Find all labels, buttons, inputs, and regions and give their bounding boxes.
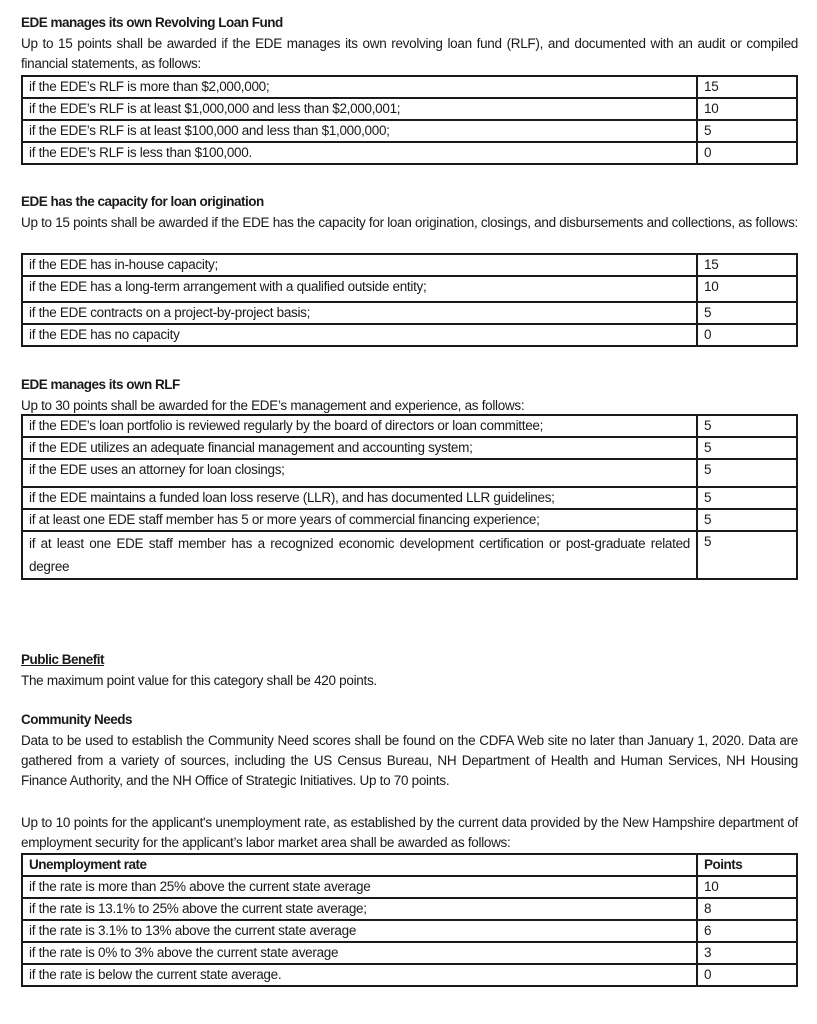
unemployment-intro: Up to 10 points for the applicant's unemployment rate, as established by the current data provided by the New Hampshire department of employment security for the applicant’s labor market area shall be awarded as follows:: [21, 815, 798, 850]
criterion-cell: if the rate is below the current state average.: [22, 964, 697, 986]
points-cell: 5: [697, 509, 797, 531]
points-cell: 8: [697, 898, 797, 920]
table-row: [22, 942, 797, 964]
public-benefit-text: The maximum point value for this category shall be 420 points.: [21, 673, 377, 688]
criterion-cell: if the rate is 3.1% to 13% above the current state average: [22, 920, 697, 942]
points-cell: 10: [697, 276, 797, 302]
table-row: [22, 459, 797, 487]
points-cell: 5: [697, 302, 797, 324]
table-row: [22, 898, 797, 920]
criterion-cell: if the EDE maintains a funded loan loss reserve (LLR), and has documented LLR guidelines;: [22, 487, 697, 509]
points-cell: 10: [697, 876, 797, 898]
points-cell: 10: [697, 98, 797, 120]
section-intro-loan-origination: Up to 15 points shall be awarded if the EDE has the capacity for loan origination, closings, and disbursements and collections, as follows:: [21, 215, 799, 230]
points-cell: 0: [697, 964, 797, 986]
criterion-cell: if the EDE has a long-term arrangement with a qualified outside entity;: [22, 276, 697, 302]
table-row: [22, 876, 797, 898]
criterion-cell: if the EDE uses an attorney for loan closings;: [22, 459, 697, 487]
points-cell: 5: [697, 120, 797, 142]
criterion-cell: if the rate is 0% to 3% above the current state average: [22, 942, 697, 964]
section-title-management: EDE manages its own RLF: [21, 377, 180, 392]
points-cell: 0: [697, 324, 797, 346]
criterion-cell: if the EDE has in-house capacity;: [22, 254, 697, 276]
table-row: [22, 437, 797, 459]
table-row: [22, 964, 797, 986]
table-row: [22, 509, 797, 531]
criterion-cell: if the EDE’s RLF is at least $1,000,000 and less than $2,000,001;: [22, 98, 697, 120]
rlf-size-table: [21, 75, 798, 165]
points-cell: 15: [697, 254, 797, 276]
table-row: [22, 531, 797, 579]
points-cell: 5: [697, 531, 797, 579]
criterion-cell: if at least one EDE staff member has 5 or more years of commercial financing experience;: [22, 509, 697, 531]
section-title-loan-origination: EDE has the capacity for loan origination: [21, 194, 264, 209]
table-row: [22, 120, 797, 142]
table-row: [22, 98, 797, 120]
points-cell: 0: [697, 142, 797, 164]
section-title-rlf: EDE manages its own Revolving Loan Fund: [21, 15, 283, 30]
community-needs-title: Community Needs: [21, 712, 133, 727]
section-intro-management: Up to 30 points shall be awarded for the EDE’s management and experience, as follows:: [21, 398, 525, 413]
criterion-cell: if the EDE has no capacity: [22, 324, 697, 346]
unemployment-table: [21, 853, 798, 987]
header-cell-unemployment-rate: Unemployment rate: [22, 854, 697, 876]
table-row: [22, 487, 797, 509]
table-row: [22, 76, 797, 98]
criterion-cell: if the EDE’s RLF is more than $2,000,000;: [22, 76, 697, 98]
table-row: [22, 324, 797, 346]
table-row: [22, 142, 797, 164]
criterion-cell: if the EDE’s RLF is less than $100,000.: [22, 142, 697, 164]
points-cell: 5: [697, 459, 797, 487]
community-needs-text: Data to be used to establish the Community Need scores shall be found on the CDFA Web site no later than January 1, 2020. Data are gathered from a variety of sources, including the US Census Bureau, NH Department of Health and Human Services, NH Housing Finance Authority, and the NH Office of Strategic Initiatives. Up to 70 points.: [21, 733, 798, 788]
loan-origination-table: [21, 253, 798, 347]
table-row: [22, 920, 797, 942]
criterion-cell: if the EDE utilizes an adequate financial management and accounting system;: [22, 437, 697, 459]
points-cell: 3: [697, 942, 797, 964]
criterion-cell: if the rate is 13.1% to 25% above the current state average;: [22, 898, 697, 920]
points-cell: 6: [697, 920, 797, 942]
section-intro-rlf: Up to 15 points shall be awarded if the EDE manages its own revolving loan fund (RLF), and documented with an audit or compiled financial statements, as follows:: [21, 36, 798, 71]
table-header-row: [22, 854, 797, 876]
criterion-cell: if the rate is more than 25% above the current state average: [22, 876, 697, 898]
table-row: [22, 254, 797, 276]
table-row: [22, 276, 797, 302]
table-row: [22, 415, 797, 437]
management-table: [21, 414, 798, 580]
criterion-cell: if the EDE’s loan portfolio is reviewed regularly by the board of directors or loan committee;: [22, 415, 697, 437]
public-benefit-title: Public Benefit: [21, 652, 105, 667]
table-row: [22, 302, 797, 324]
criterion-cell: if at least one EDE staff member has a recognized economic development certification or post-graduate related degree: [22, 531, 697, 579]
points-cell: 15: [697, 76, 797, 98]
points-cell: 5: [697, 415, 797, 437]
points-cell: 5: [697, 487, 797, 509]
header-cell-points: Points: [697, 854, 797, 876]
criterion-cell: if the EDE contracts on a project-by-project basis;: [22, 302, 697, 324]
criterion-cell: if the EDE’s RLF is at least $100,000 and less than $1,000,000;: [22, 120, 697, 142]
points-cell: 5: [697, 437, 797, 459]
